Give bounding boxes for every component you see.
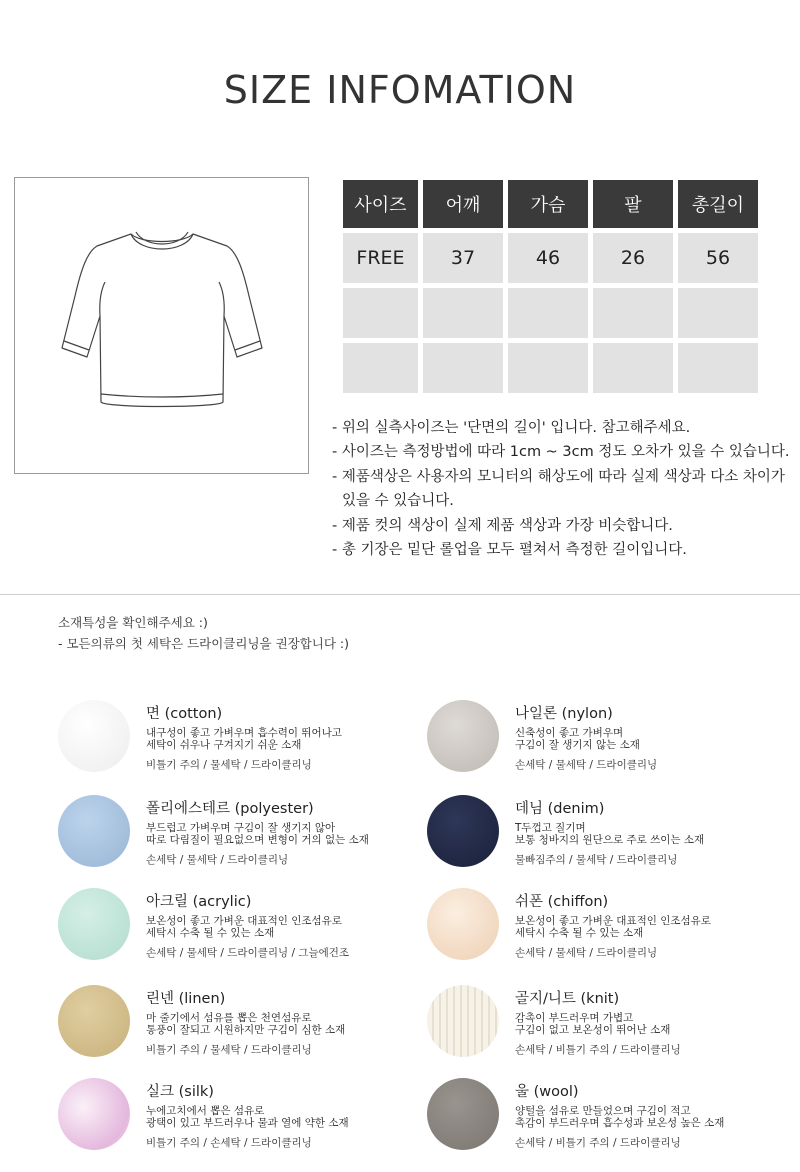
table-cell — [508, 343, 588, 393]
fabric-swatch — [427, 888, 499, 960]
fabric-swatch — [58, 888, 130, 960]
fabric-item-linen — [58, 985, 418, 1065]
fabric-swatch — [427, 700, 499, 772]
fabric-item-silk — [58, 1078, 418, 1158]
table-cell: 37 — [423, 233, 503, 283]
fabric-swatch — [58, 1078, 130, 1150]
care-intro-line: - 모든의류의 첫 세탁은 드라이클리닝을 권장합니다 :) — [58, 636, 350, 651]
section-divider — [0, 594, 800, 595]
care-intro — [58, 612, 349, 654]
header-length: 총길이 — [678, 180, 758, 228]
table-row — [343, 343, 758, 393]
fabric-description: 보온성이 좋고 가벼운 대표적인 인조섬유로 세탁시 수축 될 수 있는 소재 — [146, 915, 342, 939]
fabric-care: 손세탁 / 비틀기 주의 / 드라이클리닝 — [515, 1137, 681, 1149]
fabric-care: 물빠짐주의 / 물세탁 / 드라이클리닝 — [515, 854, 678, 866]
fabric-item-denim — [427, 795, 787, 875]
table-cell: 56 — [678, 233, 758, 283]
table-cell — [678, 288, 758, 338]
fabric-name: 쉬폰 (chiffon) — [515, 894, 609, 910]
table-cell: 26 — [593, 233, 673, 283]
size-notes — [332, 416, 800, 562]
fabric-swatch — [58, 985, 130, 1057]
fabric-name: 데님 (denim) — [515, 801, 605, 817]
fabric-item-nylon — [427, 700, 787, 780]
fabric-care: 손세탁 / 물세탁 / 드라이클리닝 — [146, 854, 289, 866]
table-cell: FREE — [343, 233, 418, 283]
fabric-description: 보온성이 좋고 가벼운 대표적인 인조섬유로 세탁시 수축 될 수 있는 소재 — [515, 915, 711, 939]
table-cell: 46 — [508, 233, 588, 283]
fabric-name: 면 (cotton) — [146, 706, 223, 722]
fabric-care: 손세탁 / 물세탁 / 드라이클리닝 / 그늘에건조 — [146, 947, 350, 959]
size-table-header — [343, 180, 758, 228]
fabric-name: 실크 (silk) — [146, 1084, 214, 1100]
fabric-name: 골지/니트 (knit) — [515, 991, 620, 1007]
care-intro-line: 소재특성을 확인해주세요 :) — [58, 615, 208, 630]
fabric-swatch — [427, 985, 499, 1057]
fabric-swatch — [58, 700, 130, 772]
note-line: - 사이즈는 측정방법에 따라 1cm ~ 3cm 정도 오차가 있을 수 있습니다. — [332, 444, 790, 461]
fabric-item-cotton — [58, 700, 418, 780]
fabric-care: 비틀기 주의 / 물세탁 / 드라이클리닝 — [146, 759, 312, 771]
note-line: - 위의 실측사이즈는 '단면의 길이' 입니다. 참고해주세요. — [332, 420, 691, 436]
fabric-swatch — [427, 795, 499, 867]
note-line: 있을 수 있습니다. — [342, 493, 454, 510]
fabric-item-chiffon — [427, 888, 787, 968]
note-line: - 제품색상은 사용자의 모니터의 해상도에 따라 실제 색상과 다소 차이가 — [332, 468, 785, 485]
fabric-name: 나일론 (nylon) — [515, 706, 613, 722]
fabric-swatch — [58, 795, 130, 867]
header-size: 사이즈 — [343, 180, 418, 228]
page-title: SIZE INFOMATION — [223, 68, 577, 112]
fabric-item-knit — [427, 985, 787, 1065]
fabric-description: 감촉이 부드러우며 가볍고 구김이 없고 보온성이 뛰어난 소재 — [515, 1012, 671, 1036]
table-cell — [593, 288, 673, 338]
tshirt-illustration — [14, 177, 309, 474]
fabric-item-polyester — [58, 795, 418, 875]
fabric-care: 손세탁 / 비틀기 주의 / 드라이클리닝 — [515, 1044, 681, 1056]
fabric-name: 아크릴 (acrylic) — [146, 894, 252, 910]
table-row — [343, 288, 758, 338]
size-table — [338, 175, 763, 398]
note-line: - 총 기장은 밑단 롤업을 모두 펼쳐서 측정한 길이입니다. — [332, 542, 687, 559]
fabric-description: 양털을 섬유로 만들었으며 구김이 적고 촉감이 부드러우며 흡수성과 보온성 높은 소재 — [515, 1105, 725, 1129]
table-cell — [423, 288, 503, 338]
table-cell — [678, 343, 758, 393]
fabric-care: 비틀기 주의 / 물세탁 / 드라이클리닝 — [146, 1044, 312, 1056]
fabric-item-wool — [427, 1078, 787, 1158]
note-line: - 제품 컷의 색상이 실제 제품 색상과 가장 비슷합니다. — [332, 517, 673, 534]
header-shoulder: 어깨 — [423, 180, 503, 228]
tshirt-icon — [59, 230, 265, 420]
fabric-name: 폴리에스테르 (polyester) — [146, 801, 314, 817]
fabric-care: 손세탁 / 물세탁 / 드라이클리닝 — [515, 947, 658, 959]
fabric-care: 비틀기 주의 / 손세탁 / 드라이클리닝 — [146, 1137, 312, 1149]
table-cell — [343, 288, 418, 338]
table-cell — [423, 343, 503, 393]
table-row — [343, 233, 758, 283]
fabric-swatch — [427, 1078, 499, 1150]
header-sleeve: 팔 — [593, 180, 673, 228]
fabric-name: 울 (wool) — [515, 1084, 579, 1100]
fabric-name: 린넨 (linen) — [146, 991, 226, 1007]
table-cell — [343, 343, 418, 393]
fabric-description: 마 줄기에서 섬유를 뽑은 천연섬유로 통풍이 잘되고 시원하지만 구김이 심한 소재 — [146, 1012, 346, 1036]
fabric-description: T두껍고 질기며 보통 청바지의 원단으로 주로 쓰이는 소재 — [515, 822, 705, 846]
fabric-description: 부드럽고 가벼우며 구김이 잘 생기지 않아 따로 다림질이 필요없으며 변형이 거의 없는 소재 — [146, 822, 369, 846]
table-cell — [593, 343, 673, 393]
table-cell — [508, 288, 588, 338]
fabric-description: 누에고치에서 뽑은 섬유로 광택이 있고 부드러우나 물과 열에 약한 소재 — [146, 1105, 349, 1129]
fabric-description: 내구성이 좋고 가벼우며 흡수력이 뛰어나고 세탁이 쉬우나 구겨지기 쉬운 소재 — [146, 727, 342, 751]
fabric-item-acrylic — [58, 888, 418, 968]
header-chest: 가슴 — [508, 180, 588, 228]
fabric-description: 신축성이 좋고 가벼우며 구김이 잘 생기지 않는 소재 — [515, 727, 640, 751]
fabric-care: 손세탁 / 물세탁 / 드라이클리닝 — [515, 759, 658, 771]
